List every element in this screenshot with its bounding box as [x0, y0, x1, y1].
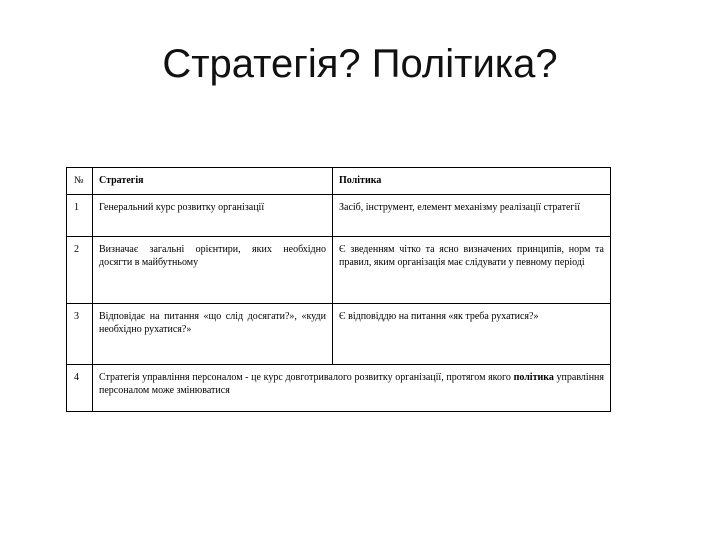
summary-bold-text: політика [513, 372, 554, 383]
policy-cell: Є відповіддю на питання «як треба рухатися?» [333, 304, 611, 365]
strategy-cell: Генеральний курс розвитку організації [93, 195, 333, 237]
row-number: 2 [67, 237, 93, 304]
comparison-table [66, 167, 611, 412]
strategy-cell: Визначає загальні орієнтири, яких необхідно досягти в майбутньому [93, 237, 333, 304]
summary-cell [93, 365, 611, 412]
strategy-cell: Відповідає на питання «що слід досягати?», «куди необхідно рухатися?» [93, 304, 333, 365]
table-row [67, 195, 611, 237]
row-number: 3 [67, 304, 93, 365]
summary-text-after: управління персоналом може змінюватися [99, 372, 604, 396]
header-policy: Політика [333, 168, 611, 195]
table-summary-row [67, 365, 611, 412]
table-header-row [67, 168, 611, 195]
policy-cell: Засіб, інструмент, елемент механізму реалізації стратегії [333, 195, 611, 237]
row-number: 1 [67, 195, 93, 237]
slide-title: Стратегія? Політика? [162, 42, 558, 86]
row-number: 4 [67, 365, 93, 412]
summary-text-before: Стратегія управління персоналом - це курс довготривалого розвитку організації, протягом якого [99, 372, 514, 383]
table-row [67, 304, 611, 365]
table-row [67, 237, 611, 304]
header-number: № [67, 168, 93, 195]
header-strategy: Стратегія [93, 168, 333, 195]
policy-cell: Є зведенням чітко та ясно визначених принципів, норм та правил, яким організація має слідувати у певному періоді [333, 237, 611, 304]
